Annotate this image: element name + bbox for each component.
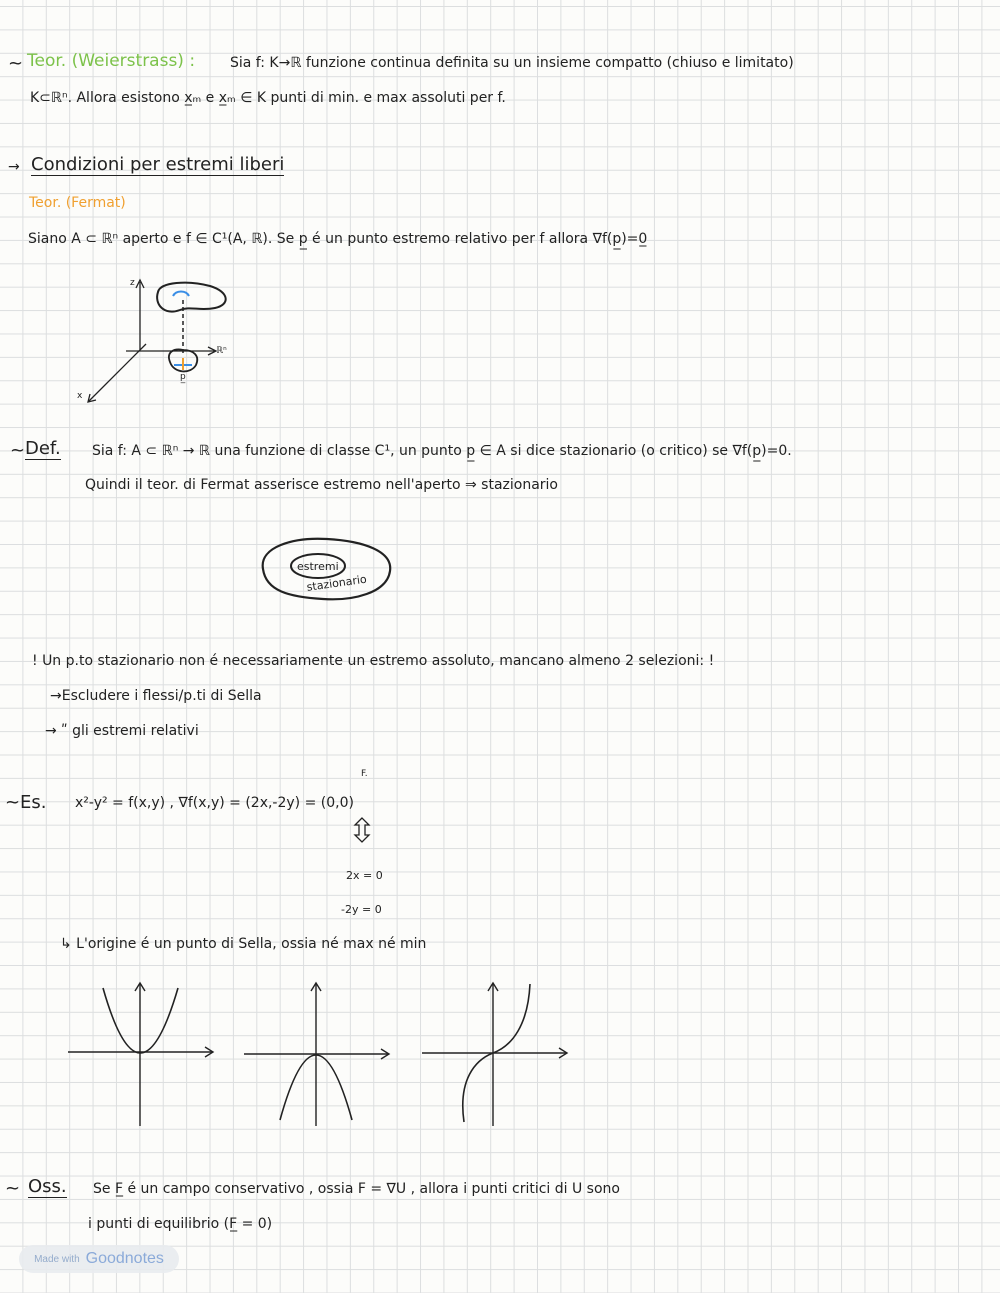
inner-set-label: estremi [297,560,339,573]
example-conclusion: ↳ L'origine é un punto di Sella, ossia né max né min [60,936,427,952]
system-eq-1: 2x = 0 [346,869,383,882]
warning-item-2: → ʺ gli estremi relativi [45,723,199,739]
made-with-label: Made with [34,1253,80,1265]
z-axis-label: z [130,278,135,288]
definition-title: Def. [25,438,61,459]
outer-set-label: stazionario [305,572,368,594]
example-equation: x²-y² = f(x,y) , ∇f(x,y) = (2x,-2y) = (0,0) [75,795,354,811]
point-p-label: p̲ [180,372,186,382]
marker-definition: ~ [10,440,26,461]
graph-cubic [420,980,572,1130]
goodnotes-badge [19,1245,179,1273]
fermat-ref-label: F. [361,769,368,779]
observation-line2: i punti di equilibrio (F̲ = 0) [88,1216,273,1232]
fermat-3d-sketch [70,270,250,410]
warning-line: ! Un p.to stazionario non é necessariamente un estremo assoluto, mancano almeno 2 selezioni: ! [32,653,715,669]
equivalence-arrow [352,816,372,844]
system-eq-2: -2y = 0 [341,903,382,916]
x-axis [88,344,146,402]
marker-weierstrass: ~ [8,53,24,74]
free-extrema-heading: Condizioni per estremi liberi [31,154,285,175]
definition-line2: Quindi il teor. di Fermat asserisce estremo nell'aperto ⇒ stazionario [85,477,558,493]
definition-line1: Sia f: A ⊂ ℝⁿ → ℝ una funzione di classe C¹, un punto p̲ ∈ A si dice stazionario (o critico) se ∇f(p̲)=0. [92,443,792,459]
surface-max-cap [173,292,189,297]
fermat-title: Teor. (Fermat) [29,195,126,211]
x-axis-label: x [77,391,83,401]
surface-blob [157,283,226,312]
marker-example: ~ [5,792,21,813]
goodnotes-logo: Goodnotes [85,1250,164,1267]
graph-parabola-up [66,980,218,1130]
weierstrass-line2: K⊂ℝⁿ. Allora esistono x̲ₘ e x̲ₘ ∈ K punti di min. e max assoluti per f. [30,90,506,106]
weierstrass-line1: Sia f: K→ℝ funzione continua definita su un insieme compatto (chiuso e limitato) [230,55,794,71]
example-title: Es. [20,792,47,813]
graph-parabola-down [242,980,394,1130]
observation-title: Oss. [28,1176,67,1197]
warning-item-1: →Escludere i flessi/p.ti di Sella [50,688,262,704]
marker-observation: ~ [5,1178,21,1199]
fermat-statement: Siano A ⊂ ℝⁿ aperto e f ∈ C¹(A, ℝ). Se p̲ é un punto estremo relativo per f allora ∇f(p̲)=0̲ [28,231,648,247]
rn-axis-label: ℝⁿ [216,346,227,356]
observation-line1: Se F̲ é un campo conservativo , ossia F = ∇U , allora i punti critici di U sono [93,1181,620,1197]
arrow-free-extrema: → [8,159,20,175]
weierstrass-title: Teor. (Weierstrass) : [27,51,196,71]
